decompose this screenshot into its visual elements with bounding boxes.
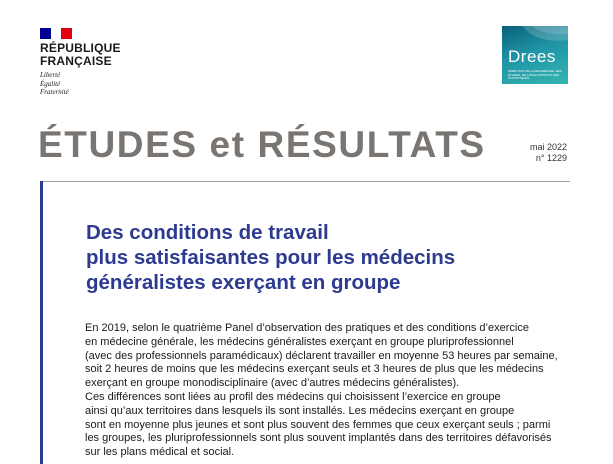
issue-number: n° 1229 [535, 153, 567, 163]
text-line: ainsi qu’aux territoires dans lesquels ils sont installés. Les médecins exerçant en groupe [85, 404, 515, 417]
drees-logo [502, 26, 568, 84]
motto [40, 71, 69, 97]
republic-line: RÉPUBLIQUE [40, 41, 121, 55]
text-line: (avec des professionnels paramédicaux) déclarent travailler en moyenne 53 heures par semaine, [85, 349, 558, 362]
text-line: exerçant en groupe monodisciplinaire (avec d’autres médecins généralistes). [85, 377, 460, 390]
text-line: les groupes, les pluriprofessionnels sont plus souvent implantés dans des territoires défavorisés [85, 432, 552, 445]
text-line: en médecine générale, les médecins généralistes exerçant en groupe pluriprofessionnel [85, 335, 514, 348]
text-line: sont en moyenne plus jeunes et sont plus souvent des femmes que ceux exerçant seuls ; parmi [85, 418, 551, 431]
issue-info [530, 142, 567, 164]
logo-wordmark: Drees [508, 47, 556, 66]
series-title: ÉTUDES et RÉSULTATS [38, 124, 486, 165]
article-title [86, 220, 566, 295]
article-summary [85, 322, 585, 460]
title-line: plus satisfaisantes pour les médecins [86, 246, 456, 269]
horizontal-rule [40, 181, 570, 182]
text-line: sur les plans médical et social. [85, 446, 235, 459]
paragraph-1 [85, 322, 585, 391]
motto-line: Égalité [40, 79, 61, 88]
text-line: soit 2 heures de moins que les médecins exerçant seuls et 3 heures de plus que les médecins [85, 363, 544, 376]
title-line: Des conditions de travail [86, 221, 329, 244]
motto-line: Liberté [40, 71, 61, 79]
text-line: Ces différences sont liées au profil des médecins qui choisissent l’exercice en groupe [85, 390, 501, 403]
title-line: généralistes exerçant en groupe [86, 271, 401, 294]
vertical-accent-bar [40, 181, 43, 464]
issue-date: mai 2022 [529, 142, 567, 152]
republique-francaise-logo [40, 42, 121, 68]
text-line: En 2019, selon le quatrième Panel d’observation des pratiques et des conditions d’exercice [85, 322, 529, 334]
logo-tagline: DIRECTION DE LA RECHERCHE, DES ÉTUDES, DE L'ÉVALUATION ET DES STATISTIQUES [508, 69, 562, 81]
french-flag-icon [40, 28, 72, 39]
paragraph-2 [85, 391, 585, 460]
motto-line: Fraternité [40, 88, 69, 96]
republic-line: FRANÇAISE [40, 54, 112, 68]
